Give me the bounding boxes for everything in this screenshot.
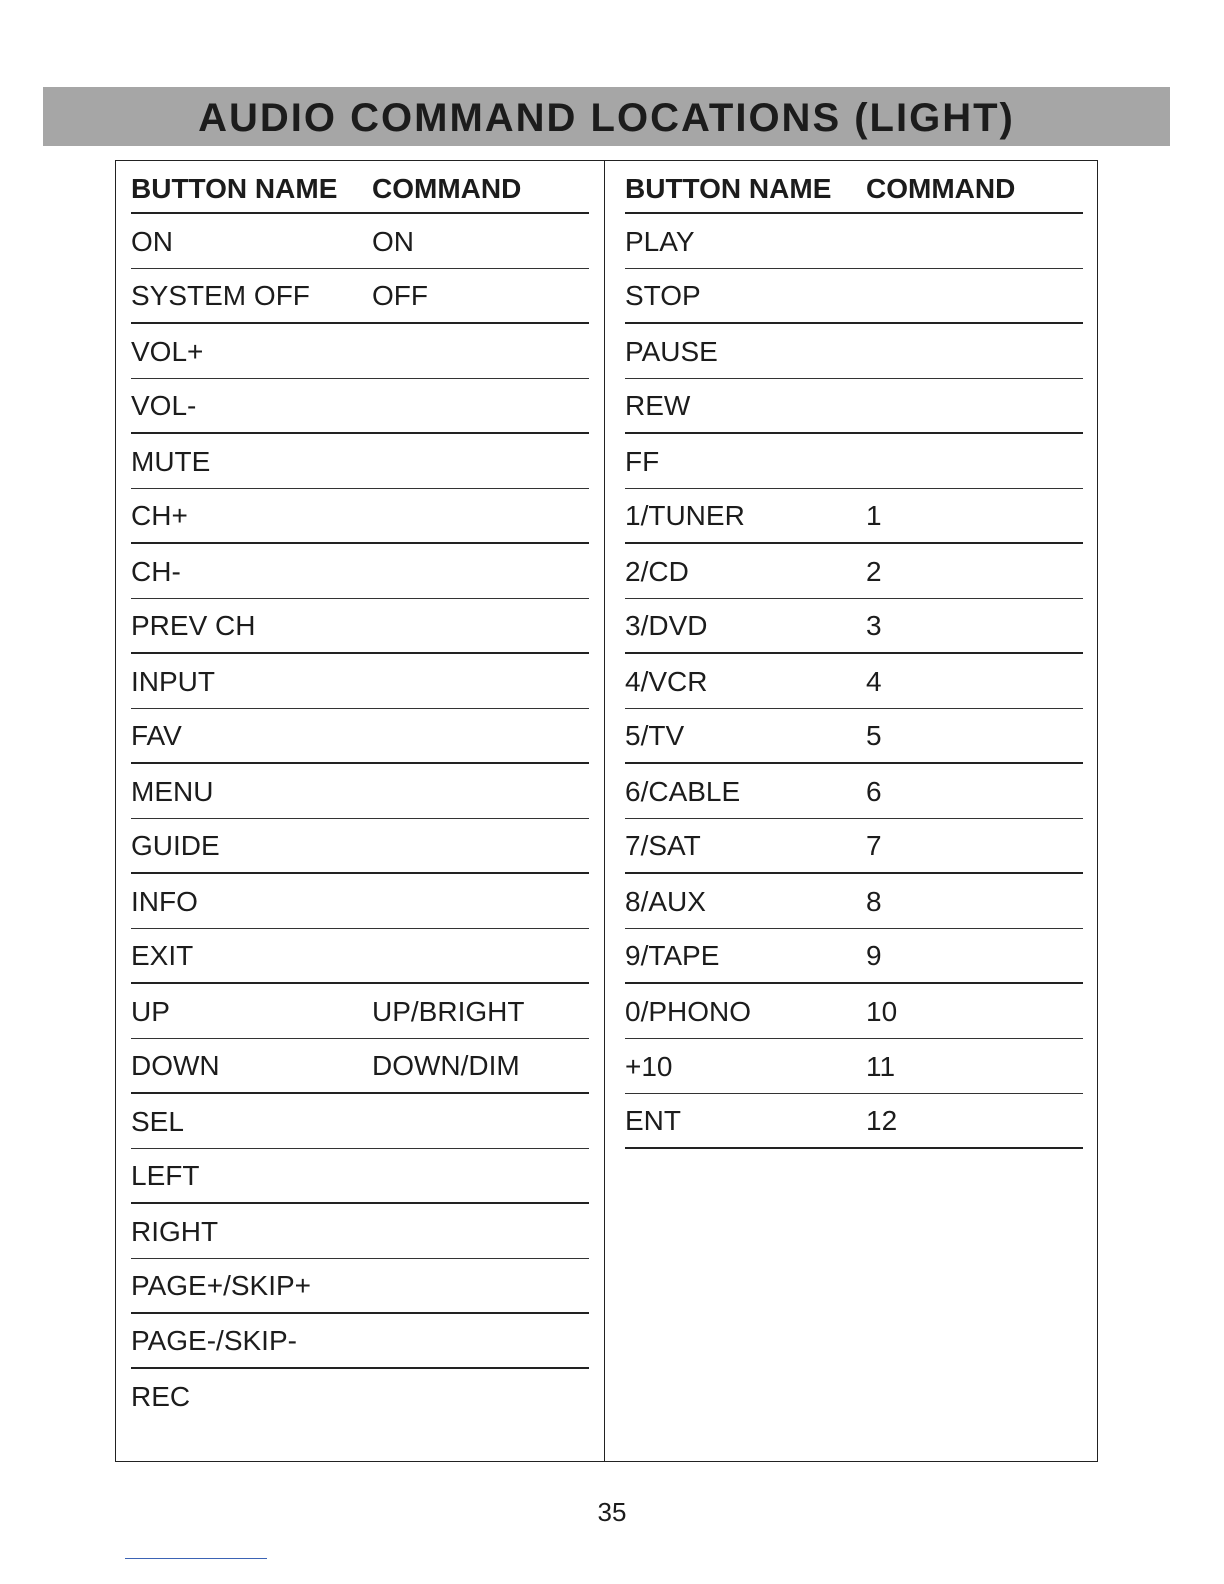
button-name: LEFT: [131, 1160, 200, 1191]
command: 10: [866, 995, 898, 1027]
button-name: PAUSE: [625, 335, 718, 367]
table-row: [625, 1039, 1083, 1094]
table-row: [131, 324, 589, 379]
left-table: [131, 160, 589, 1424]
button-name: SYSTEM OFF: [131, 280, 310, 311]
table-row: [625, 929, 1083, 984]
button-name: RIGHT: [131, 1215, 219, 1247]
table-row: [625, 489, 1083, 544]
button-name: MENU: [131, 775, 214, 807]
table-row: [625, 709, 1083, 764]
table-row: [131, 1204, 589, 1259]
page-number: 35: [597, 1497, 627, 1527]
command: 8: [866, 885, 882, 917]
table-row: [131, 1259, 589, 1314]
button-name: 7/SAT: [625, 830, 701, 861]
button-name: DOWN: [131, 1050, 220, 1081]
footer-rule: [125, 1558, 267, 1559]
button-name: 0/PHONO: [625, 995, 752, 1027]
table-row: [131, 544, 589, 599]
table-row: [625, 1094, 1083, 1149]
button-name: INPUT: [131, 665, 215, 697]
table-row: [625, 764, 1083, 819]
button-name: 1/TUNER: [625, 500, 745, 531]
command: 7: [866, 830, 882, 861]
table-row: [131, 214, 589, 269]
button-name: REW: [625, 390, 691, 421]
table-row: [131, 1314, 589, 1369]
button-name: FAV: [131, 720, 182, 751]
button-name: PAGE-/SKIP-: [131, 1325, 297, 1356]
table-row: [625, 819, 1083, 874]
table-row: [131, 269, 589, 324]
table-row: [625, 214, 1083, 269]
button-name: PAGE+/SKIP+: [131, 1270, 312, 1301]
table-row: [625, 434, 1083, 489]
right-table: [625, 160, 1083, 1149]
button-name: EXIT: [131, 940, 194, 971]
table-row: [625, 654, 1083, 709]
table-row: [625, 874, 1083, 929]
table-row: [131, 1149, 589, 1204]
button-name: 6/CABLE: [625, 775, 741, 807]
button-name: ON: [131, 225, 173, 257]
header-button-name: BUTTON NAME: [625, 173, 832, 204]
header-button-name: BUTTON NAME: [131, 173, 338, 204]
button-name: CH-: [131, 555, 181, 587]
table-row: [131, 489, 589, 544]
button-name: ENT: [625, 1105, 681, 1136]
button-name: GUIDE: [131, 830, 220, 861]
button-name: PREV CH: [131, 610, 256, 641]
button-name: UP: [131, 995, 170, 1027]
table-header: [625, 160, 1083, 214]
command: 6: [866, 775, 882, 807]
button-name: 3/DVD: [625, 610, 708, 641]
command: DOWN/DIM: [372, 1050, 520, 1081]
table-row: [131, 709, 589, 764]
command: ON: [372, 225, 414, 257]
table-row: [625, 379, 1083, 434]
command: 9: [866, 940, 882, 971]
command: 2: [866, 555, 882, 587]
table-row: [131, 874, 589, 929]
button-name: 9/TAPE: [625, 940, 720, 971]
title-banner: [43, 87, 1170, 146]
table-row: [131, 434, 589, 489]
button-name: FF: [625, 445, 660, 477]
table-row: [131, 379, 589, 434]
table-row: [131, 654, 589, 709]
table-row: [131, 984, 589, 1039]
table-row: [131, 764, 589, 819]
table-row: [625, 984, 1083, 1039]
button-name: STOP: [625, 280, 701, 311]
button-name: 4/VCR: [625, 665, 708, 697]
header-command: COMMAND: [372, 173, 522, 204]
table-row: [131, 819, 589, 874]
button-name: REC: [131, 1381, 191, 1412]
button-name: INFO: [131, 885, 198, 917]
button-name: SEL: [131, 1105, 184, 1137]
command: OFF: [372, 280, 428, 311]
button-name: MUTE: [131, 445, 211, 477]
table-row: [131, 1039, 589, 1094]
button-name: +10: [625, 1050, 673, 1082]
command: UP/BRIGHT: [372, 995, 525, 1027]
button-name: 8/AUX: [625, 885, 706, 917]
command: 5: [866, 720, 882, 751]
button-name: 5/TV: [625, 720, 685, 751]
header-command: COMMAND: [866, 173, 1016, 204]
table-row: [625, 324, 1083, 379]
table-header: [131, 160, 589, 214]
command: 4: [866, 665, 882, 697]
table-row: [131, 929, 589, 984]
button-name: 2/CD: [625, 555, 689, 587]
table-row: [131, 1094, 589, 1149]
table-row: [625, 599, 1083, 654]
command: 12: [866, 1105, 898, 1136]
table-row: [625, 269, 1083, 324]
button-name: CH+: [131, 500, 188, 531]
column-divider: [604, 160, 605, 1462]
button-name: PLAY: [625, 225, 695, 257]
command: 11: [866, 1050, 896, 1082]
table-row: [131, 599, 589, 654]
button-name: VOL+: [131, 335, 204, 367]
table-row: [131, 1369, 589, 1424]
command: 1: [866, 500, 882, 531]
command: 3: [866, 610, 882, 641]
page-title: AUDIO COMMAND LOCATIONS (LIGHT): [198, 96, 1015, 140]
table-row: [625, 544, 1083, 599]
button-name: VOL-: [131, 390, 197, 421]
